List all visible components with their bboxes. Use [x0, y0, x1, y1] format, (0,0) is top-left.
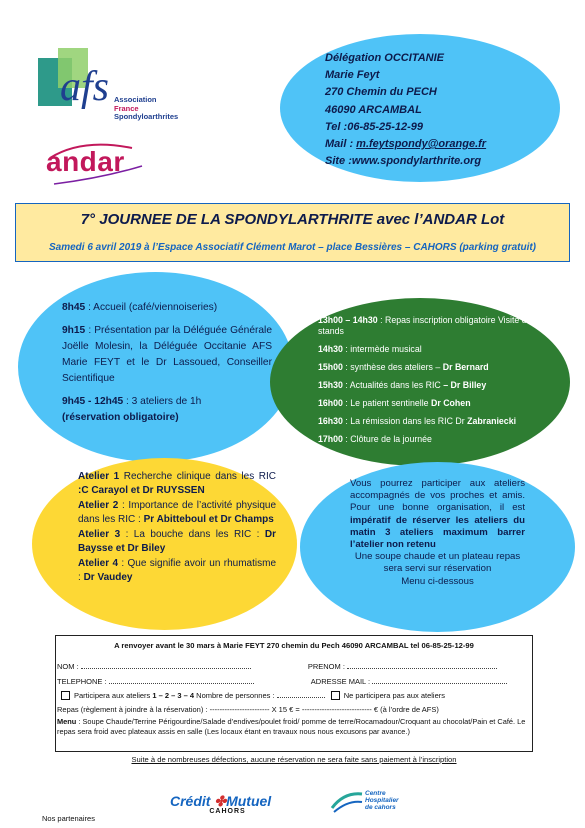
program-item: 15h30 : Actualités dans les RIC – Dr Billey: [318, 380, 487, 390]
credit-mutuel-logo: Crédit ✤Mutuel CAHORS: [170, 793, 285, 815]
atelier-item: Atelier 4 : Que signifie avoir un rhumatisme : Dr Vaudey: [78, 558, 277, 583]
contact-address: 270 Chemin du PECH: [325, 86, 437, 99]
atelier-item: Atelier 2 : Importance de l’activité physique dans les RIC : Pr Abitteboul et Dr Champs: [78, 500, 276, 525]
credit-mutuel-word1: Crédit: [170, 793, 211, 809]
afs-logo-letters: afs: [60, 64, 110, 110]
andar-logo-word: andar: [46, 146, 125, 177]
ateliers-list: [78, 470, 276, 586]
program-item: 16h00 : Le patient sentinelle Dr Cohen: [318, 398, 471, 408]
contact-phone: Tel :06-85-25-12-99: [325, 120, 424, 133]
contact-block: [325, 50, 555, 170]
contact-site[interactable]: Site :www.spondylarthrite.org: [325, 155, 482, 168]
contact-name: Marie Feyt: [325, 69, 380, 82]
program-item: 17h00 : Clôture de la journée: [318, 434, 432, 444]
program-item: 13h00 – 14h30 : Repas inscription obligatoire Visite des stands: [318, 315, 536, 336]
ne-participera-checkbox[interactable]: [331, 691, 340, 700]
nom-field[interactable]: [81, 668, 251, 669]
hospital-logo: [330, 788, 450, 816]
form-row-contact: [57, 677, 533, 686]
mail-link[interactable]: m.feytspondy@orange.fr: [356, 138, 487, 151]
atelier-item: Atelier 1 Recherche clinique dans les RIC :C Carayol et Dr RUYSSEN: [78, 471, 276, 496]
program-item: 16h30 : La rémission dans les RIC Dr Zabraniecki: [318, 416, 517, 426]
credit-mutuel-word2: Mutuel: [226, 793, 272, 809]
credit-mutuel-city: CAHORS: [209, 808, 246, 815]
program-item: 8h45 : Accueil (café/viennoiseries): [62, 302, 218, 313]
program-item: 15h00 : synthèse des ateliers – Dr Bernard: [318, 362, 489, 372]
program-item: 14h30 : intermède musical: [318, 344, 422, 354]
delegation-line: Délégation OCCITANIE: [325, 52, 444, 64]
afternoon-program: [318, 315, 543, 452]
form-row-ateliers: Participera aux ateliers 1 – 2 – 3 – 4 Nombre de personnes : Ne participera pas aux ateliers: [57, 691, 533, 700]
hospital-logo-text: Centre Hospitalier de cahors: [365, 790, 399, 812]
adresse-field[interactable]: [372, 683, 507, 684]
adresse-label: ADRESSE MAIL :: [310, 677, 373, 686]
event-date-place: Samedi 6 avril 2019 à l’Espace Associatif Clément Marot – place Bessières – CAHORS (parking gratuit): [48, 242, 537, 253]
atelier-item: Atelier 3 : La bouche dans les RIC : Dr Baysse et Dr Biley: [78, 529, 277, 554]
telephone-field[interactable]: [109, 683, 254, 684]
payment-notice: Suite à de nombreuses défections, aucune réservation ne sera faite sans paiement à l’inscription: [131, 755, 457, 764]
info-block: Vous pourrez participer aux ateliers accompagnés de vos proches et amis. Pour une bonne organisation, il est impératif de réserver les ateliers du matin 3 ateliers maximum barrer l’atelier non retenu Une soupe chaude et un plateau repas sera servi sur réservation Menu ci-dessous: [350, 478, 525, 587]
afs-logo-text: Association France Spondyloarthrites: [114, 95, 179, 121]
partners-label: Nos partenaires: [42, 814, 95, 823]
form-row-name: [57, 662, 533, 671]
andar-logo: [42, 138, 162, 186]
program-item: 9h45 - 12h45 : 3 ateliers de 1h (réservation obligatoire): [62, 396, 202, 423]
afs-logo: [38, 48, 178, 128]
menu-text: Menu : Soupe Chaude/Terrine Périgourdine/Salade d’endives/poulet froid/ pomme de terre/Rocamadour/Croquant au chocolat/Pain et Café. Le repas sera froid avec plateaux assis en salle (Les locaux étant en travaux nous nous excusons par avance.): [57, 717, 526, 736]
participera-checkbox[interactable]: [61, 691, 70, 700]
program-item: 9h15 : Présentation par la Déléguée Générale Joëlle Molesin, la Déléguée Occitanie AFS Marie FEYT et le Dr Lassoued, Conseiller Scientifique: [62, 325, 272, 384]
menu-pointer: Menu ci-dessous: [401, 575, 474, 587]
telephone-label: TELEPHONE :: [57, 677, 109, 686]
nom-label: NOM :: [57, 662, 81, 671]
prenom-label: PRENOM :: [307, 662, 348, 671]
meal-info: Une soupe chaude et un plateau repas sera servi sur réservation: [354, 551, 521, 575]
repas-line: Repas (règlement à joindre à la réservation) : ------------------------ X 15 € = ---------------------------- € (à l’ordre de AFS): [57, 705, 439, 714]
contact-mail: Mail : m.feytspondy@orange.fr: [325, 138, 487, 151]
event-title: 7° JOURNEE DE LA SPONDYLARTHRITE avec l’ANDAR Lot: [80, 211, 505, 228]
nb-personnes-field[interactable]: [277, 697, 325, 698]
form-header: A renvoyer avant le 30 mars à Marie FEYT 270 chemin du Pech 46090 ARCAMBAL tel 06-85-25-12-99: [114, 641, 474, 650]
morning-program: [62, 300, 272, 433]
contact-city: 46090 ARCAMBAL: [325, 103, 422, 116]
prenom-field[interactable]: [347, 668, 497, 669]
hospital-logo-mark: [330, 788, 364, 814]
